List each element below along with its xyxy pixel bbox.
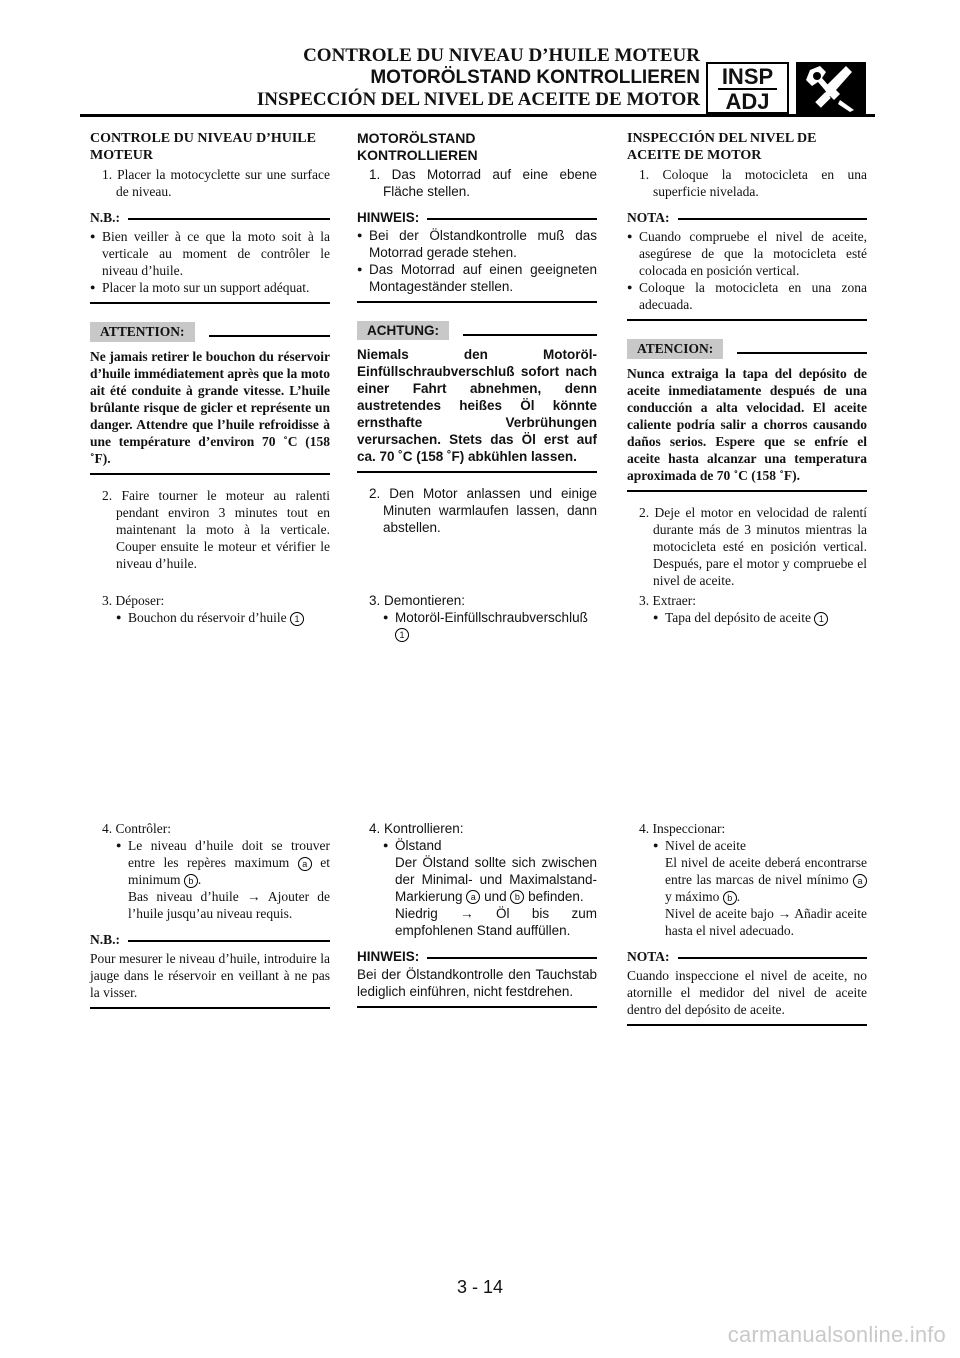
es-callout-1: 1 (814, 612, 828, 626)
fr-callout-a: a (298, 857, 312, 871)
fr-step4: 4. Contrôler: (102, 821, 171, 836)
de-warning-header (357, 321, 597, 340)
es-note-bullet-1: ● Cuando compruebe el nivel de aceite, asegúrese de que la motocicleta esté colocada en posición vertical. (627, 228, 867, 279)
de-section-title: MOTORÖLSTAND KONTROLLIEREN (357, 130, 478, 163)
de-callout-1: 1 (395, 628, 409, 642)
fr-step1: 1. Placer la motocyclette sur une surface de niveau. (102, 167, 330, 199)
fr-note-header (90, 210, 330, 226)
es-step3-bullet-text: Tapa del depósito de aceite (665, 610, 811, 625)
page-number: 3 - 14 (456, 1277, 504, 1297)
es-step4-text: El nivel de aceite deberá encontrarse entre las marcas de nivel mínimo (665, 855, 867, 887)
de-step3: 3. Demontieren: (369, 593, 466, 608)
fr-note2-text: Pour mesurer le niveau d’huile, introduire la jauge dans le réservoir en veillant à ne pas la visser. (90, 951, 330, 1000)
es-step4-mid: y máximo (665, 889, 720, 904)
fr-note2-end-rule (90, 1007, 330, 1009)
es-warning-end-rule (627, 490, 867, 492)
fr-note-label: N.B.: (90, 210, 120, 225)
fr-warning-text: Ne jamais retirer le bouchon du réservoir d’huile immédiatement après que la moto ait été conduite à grande vitesse. L’huile brûlante risque de gicler et représente un danger. Attendre que l’huile refroidisse à une température d’environ 70 ˚C (158 ˚F). (90, 349, 330, 466)
de-step2: 2. Den Motor anlassen und einige Minuten warmlaufen lassen, dann abstellen. (369, 486, 597, 535)
es-step4-low: Nivel de aceite bajo → Añadir aceite hasta el nivel adecuado. (665, 906, 867, 938)
es-section-title: INSPECCIÓN DEL NIVEL DE ACEITE DE MOTOR (627, 131, 817, 163)
watermark: carmanualsonline.info (727, 1322, 946, 1347)
es-note2-text: Cuando inspeccione el nivel de aceite, no atornille el medidor del nivel de aceite dentro del depósito de aceite. (627, 968, 867, 1017)
de-note-label: HINWEIS: (357, 210, 420, 225)
fr-warning-end-rule (90, 473, 330, 475)
de-note2-header (357, 949, 597, 964)
es-warning-label: ATENCION: (627, 339, 723, 359)
es-note2-end-rule (627, 1024, 867, 1026)
fr-step3-bullet-text: Bouchon du réservoir d’huile (128, 610, 287, 625)
es-step1: 1. Coloque la motocicleta en una superficie nivelada. (639, 167, 867, 199)
es-warning-text: Nunca extraiga la tapa del depósito de aceite inmediatamente después de una conducción a alta velocidad. El aceite caliente podría salir a chorros causando daños serios. Espere que se enfríe el aceite hasta alcanzar una temperatura aproximada de 70 ˚C (158 ˚F). (627, 366, 867, 483)
es-warning-header (627, 339, 867, 359)
es-note-end-rule (627, 319, 867, 321)
fr-note-bullet-2: ● Placer la moto sur un support adéquat. (90, 279, 330, 296)
fr-warning-label: ATTENTION: (90, 322, 195, 342)
fr-callout-b: b (184, 874, 198, 888)
header-title-es: INSPECCIÓN DEL NIVEL DE ACEITE DE MOTOR (256, 89, 700, 110)
fr-note2-header (90, 932, 330, 948)
de-step3-bullet (383, 609, 597, 643)
badge-bottom: ADJ (725, 89, 770, 114)
es-note-label: NOTA: (627, 210, 670, 225)
es-note-bullet-2: ● Coloque la motocicleta en una zona adecuada. (627, 279, 867, 313)
es-callout-a: a (853, 874, 867, 888)
es-note2-label: NOTA: (627, 949, 670, 964)
header-title-de: MOTORÖLSTAND KONTROLLIEREN (370, 67, 700, 88)
fr-step4-bullet: ● Le niveau d’huile doit se trouver entre les repères maximum a et minimum b . (116, 837, 330, 888)
es-step4: 4. Inspeccionar: (639, 821, 726, 836)
es-step4-bullet: ● Nivel de aceite (653, 837, 867, 854)
fr-section-title: CONTROLE DU NIVEAU D’HUILE MOTEUR (90, 131, 316, 163)
es-note2-header (627, 949, 867, 965)
insp-adj-badge (706, 62, 789, 114)
de-note-bullet-2: ● Das Motorrad auf einen geeigneten Montageständer stellen. (357, 261, 597, 295)
de-callout-b: b (510, 890, 524, 904)
fr-step4-mid: et minimum (128, 855, 331, 887)
fr-step4-low: Bas niveau d’huile → Ajouter de l’huile jusqu’au niveau requis. (128, 889, 330, 921)
badge-top: INSP (718, 64, 777, 90)
de-step4: 4. Kontrollieren: (369, 821, 464, 836)
de-warning-text: Niemals den Motoröl-Einfüllschraubverschluß sofort nach einer Fahrt abnehmen, denn austretendes heißes Öl könnte ernsthafte Verbrühungen verursachen. Stets das Öl erst auf ca. 70 ˚C (158 ˚F) abkühlen lassen. (357, 347, 597, 464)
de-step4-end: befinden. (528, 889, 584, 904)
de-warning-end-rule (357, 471, 597, 473)
de-step3-bullet-text: Motoröl-Einfüllschraubverschluß (395, 610, 588, 625)
fr-step3: 3. Déposer: (102, 593, 165, 608)
es-step4-detail: El nivel de aceite deberá encontrarse entre las marcas de nivel mínimo a y máximo b . (665, 855, 867, 904)
de-note-header (357, 210, 597, 225)
de-note2-end-rule (357, 1006, 597, 1008)
fr-note-end-rule (90, 302, 330, 304)
de-step4-text: Der Ölstand sollte sich zwischen der Minimal- und Maximalstand-Markierung (395, 855, 597, 904)
fr-note-bullet-1: ● Bien veiller à ce que la moto soit à la verticale au moment de contrôler le niveau d’huile. (90, 228, 330, 279)
es-step3: 3. Extraer: (639, 593, 696, 608)
de-step1: 1. Das Motorrad auf eine ebene Fläche stellen. (369, 167, 597, 199)
fr-callout-1: 1 (290, 612, 304, 626)
de-warning-label: ACHTUNG: (357, 321, 449, 340)
de-step4-low: Niedrig → Öl bis zum empfohlenen Stand auffüllen. (395, 906, 597, 938)
de-note2-label: HINWEIS: (357, 949, 420, 964)
de-note2-text: Bei der Ölstandkontrolle den Tauchstab lediglich einführen, nicht festdrehen. (357, 967, 597, 999)
es-callout-b: b (723, 891, 737, 905)
de-step4-detail (383, 854, 597, 905)
es-step2: 2. Deje el motor en velocidad de ralentí durante más de 3 minutos mientras la motocicleta esté en posición vertical. Después, pare el motor y compruebe el nivel de aceite. (639, 505, 867, 588)
de-note-bullet-1: ● Bei der Ölstandkontrolle muß das Motorrad gerade stehen. (357, 227, 597, 261)
es-step3-bullet (653, 609, 867, 626)
page-header (230, 44, 700, 111)
es-note-header (627, 210, 867, 226)
header-rule (80, 114, 875, 117)
de-callout-a: a (466, 890, 480, 904)
de-step4-bullet: ● Ölstand (383, 837, 597, 854)
fr-note2-label: N.B.: (90, 932, 120, 947)
wrench-screwdriver-icon (796, 62, 866, 114)
fr-step3-bullet (116, 609, 330, 626)
fr-step2: 2. Faire tourner le moteur au ralenti pendant environ 3 minutes tout en maintenant la moto à la verticale. Couper ensuite le moteur et vérifier le niveau d’huile. (102, 488, 330, 571)
fr-warning-header (90, 322, 330, 342)
de-note-end-rule (357, 301, 597, 303)
de-step4-mid: und (484, 889, 507, 904)
header-title-fr: CONTROLE DU NIVEAU D’HUILE MOTEUR (303, 45, 700, 66)
fr-step4-text: Le niveau d’huile doit se trouver entre les repères maximum (128, 838, 330, 870)
